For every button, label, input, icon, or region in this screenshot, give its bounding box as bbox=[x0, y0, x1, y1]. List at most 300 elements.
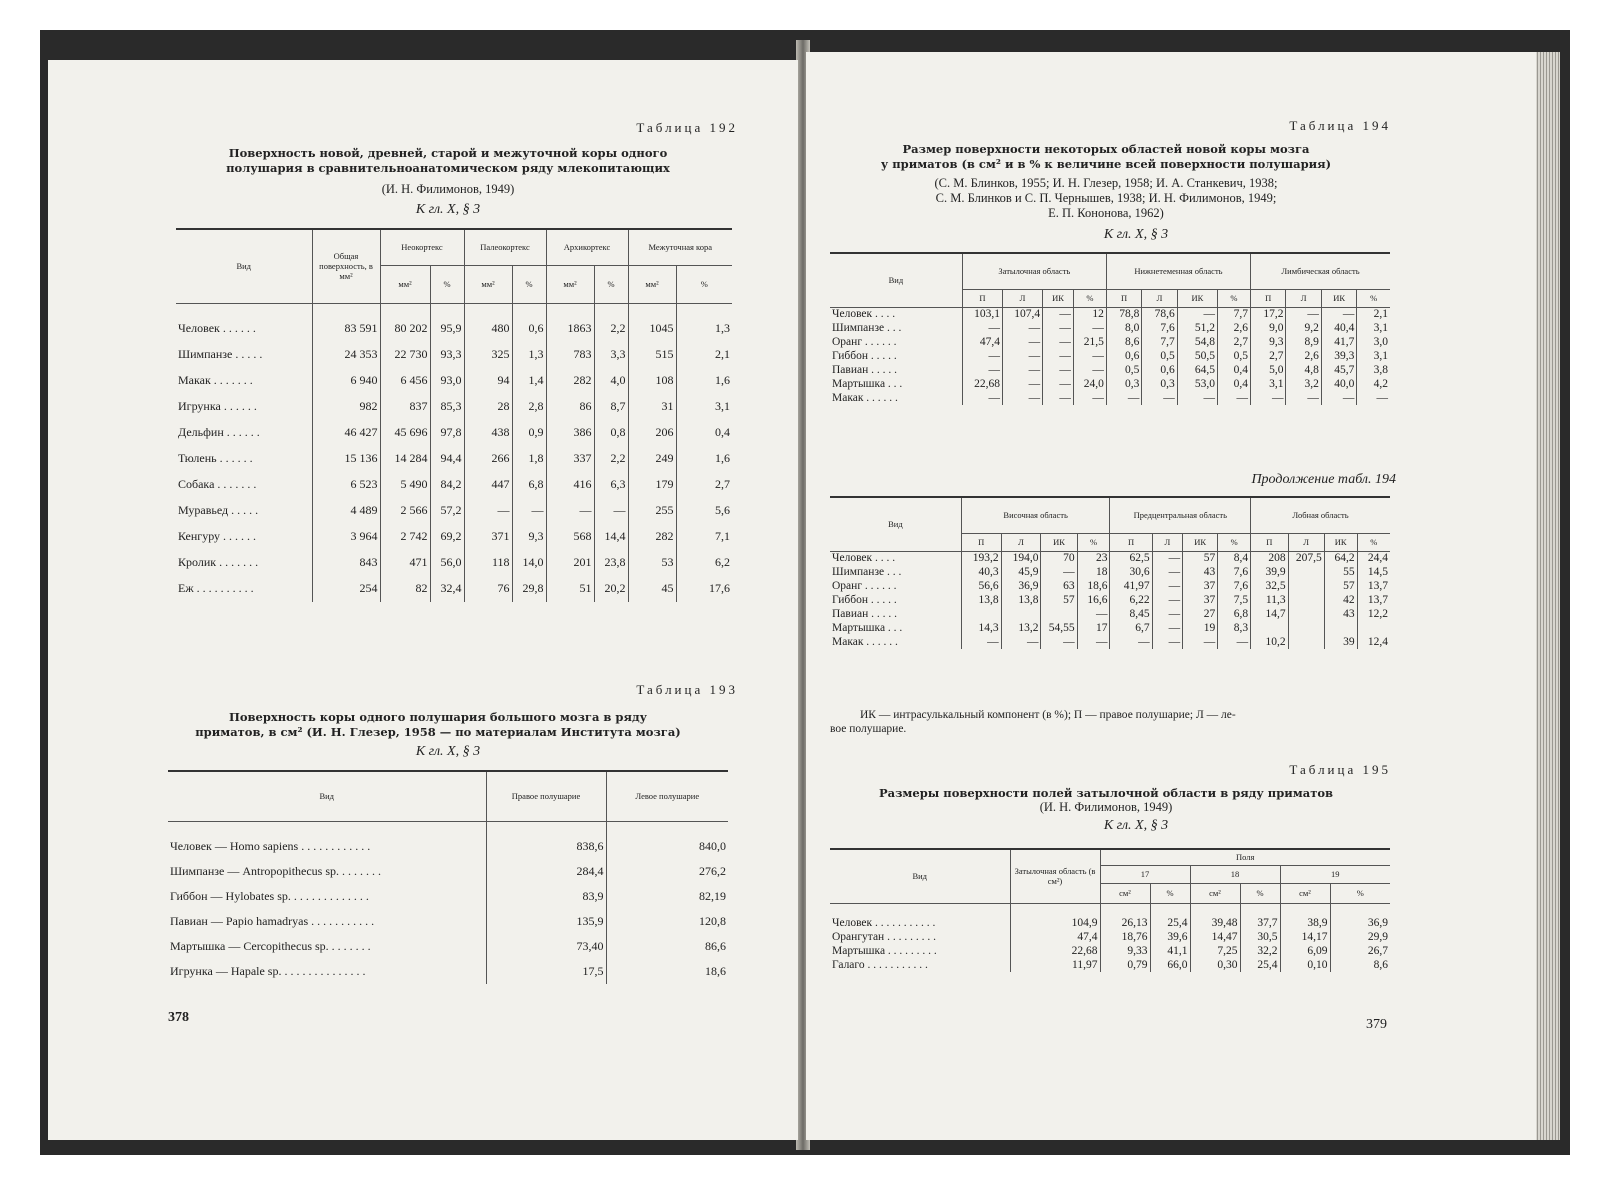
value-cell: 94,4 bbox=[430, 446, 464, 472]
species-cell: Макак . . . . . . . bbox=[178, 373, 253, 387]
value-cell: 0,5 bbox=[1106, 363, 1141, 377]
value-cell: 39,48 bbox=[1190, 916, 1240, 930]
value-cell: 41,7 bbox=[1321, 335, 1356, 349]
value-cell: 32,5 bbox=[1251, 579, 1289, 593]
value-cell: 8,7 bbox=[594, 394, 628, 420]
value-cell: 23 bbox=[1077, 551, 1110, 565]
value-cell: 57 bbox=[1041, 593, 1077, 607]
col-unit-pct: % bbox=[676, 265, 732, 303]
value-cell: 3 964 bbox=[312, 524, 380, 550]
value-cell: 2,1 bbox=[676, 342, 732, 368]
col-limbic: Лимбическая область bbox=[1251, 253, 1390, 289]
value-cell: 103,1 bbox=[962, 307, 1002, 321]
value-cell: 51,2 bbox=[1177, 321, 1217, 335]
value-cell: 3,3 bbox=[594, 342, 628, 368]
value-cell: 30,5 bbox=[1240, 930, 1280, 944]
value-cell: 386 bbox=[546, 420, 594, 446]
value-cell: 4,8 bbox=[1286, 363, 1321, 377]
value-cell: 13,8 bbox=[961, 593, 1001, 607]
table-row bbox=[830, 621, 1390, 635]
table-row bbox=[830, 349, 1390, 363]
species-cell: Еж . . . . . . . . . . bbox=[178, 581, 254, 595]
species-cell: Муравьед . . . . . bbox=[178, 503, 259, 517]
value-cell: 39,3 bbox=[1321, 349, 1356, 363]
value-cell: 43 bbox=[1183, 565, 1218, 579]
value-cell: 93,3 bbox=[430, 342, 464, 368]
value-cell: 83 591 bbox=[312, 316, 380, 342]
value-cell: — bbox=[1043, 377, 1074, 391]
value-cell: 783 bbox=[546, 342, 594, 368]
col-unit-cm2: см² bbox=[1100, 883, 1150, 903]
value-cell: — bbox=[1357, 391, 1390, 405]
value-cell: 45 696 bbox=[380, 420, 430, 446]
table-row bbox=[168, 909, 728, 934]
value-cell: 29,9 bbox=[1330, 930, 1390, 944]
col-precentral: Предцентральная область bbox=[1110, 497, 1251, 533]
value-cell bbox=[1288, 579, 1324, 593]
col-subheader: Л bbox=[1286, 289, 1321, 307]
value-cell: 36,9 bbox=[1001, 579, 1041, 593]
value-cell: 21,5 bbox=[1073, 335, 1106, 349]
value-cell: 0,5 bbox=[1142, 349, 1177, 363]
value-cell: 13,7 bbox=[1357, 593, 1390, 607]
col-unit-cm2: см² bbox=[1190, 883, 1240, 903]
col-unit-pct: % bbox=[594, 265, 628, 303]
table-row bbox=[830, 579, 1390, 593]
species-cell: Макак . . . . . . bbox=[832, 636, 898, 648]
value-cell: 37 bbox=[1183, 579, 1218, 593]
value-cell: 30,6 bbox=[1110, 565, 1152, 579]
col-fields: Поля bbox=[1100, 849, 1390, 865]
right-page bbox=[806, 52, 1536, 1140]
table-192-source: (И. Н. Филимонов, 1949) bbox=[381, 182, 515, 196]
value-cell: 95,9 bbox=[430, 316, 464, 342]
col-subheader: П bbox=[961, 533, 1001, 551]
value-cell: 282 bbox=[628, 524, 676, 550]
table-194-label: Таблица 194 bbox=[1289, 118, 1391, 133]
species-cell: Человек . . . . bbox=[832, 552, 896, 565]
value-cell: 54,8 bbox=[1177, 335, 1217, 349]
species-cell: Гиббон — Hylobates sp. . . . . . . . . . . . . . bbox=[170, 888, 369, 903]
value-cell: 14,4 bbox=[594, 524, 628, 550]
value-cell: 18,6 bbox=[1077, 579, 1110, 593]
value-cell: 22,68 bbox=[1010, 944, 1100, 958]
species-cell: Шимпанзе . . . bbox=[832, 322, 902, 334]
value-cell: 32,2 bbox=[1240, 944, 1280, 958]
table-row bbox=[168, 934, 728, 959]
value-cell: 284,4 bbox=[486, 859, 606, 884]
value-cell: 8,3 bbox=[1218, 621, 1251, 635]
value-cell: — bbox=[1002, 321, 1042, 335]
value-cell: 2,2 bbox=[594, 316, 628, 342]
col-right-hemisphere: Правое полушарие bbox=[486, 771, 606, 821]
value-cell bbox=[1324, 621, 1357, 635]
value-cell: 57 bbox=[1183, 551, 1218, 565]
col-species: Вид bbox=[176, 229, 312, 303]
page-edges bbox=[1532, 52, 1560, 1140]
table-195-ref: К гл. X, § 3 bbox=[1103, 818, 1169, 833]
value-cell: 0,6 bbox=[1142, 363, 1177, 377]
value-cell bbox=[1001, 607, 1041, 621]
page-number: 378 bbox=[168, 1010, 189, 1025]
col-archi: Архикортекс bbox=[546, 229, 628, 265]
value-cell: — bbox=[1286, 391, 1321, 405]
value-cell: 0,4 bbox=[676, 420, 732, 446]
value-cell: — bbox=[1077, 607, 1110, 621]
value-cell: 14,5 bbox=[1357, 565, 1390, 579]
table-row bbox=[830, 377, 1390, 391]
value-cell: — bbox=[1001, 635, 1041, 649]
species-cell: Дельфин . . . . . . bbox=[178, 425, 260, 439]
value-cell: 41,1 bbox=[1150, 944, 1190, 958]
value-cell: 63 bbox=[1041, 579, 1077, 593]
species-cell: Мартышка . . . bbox=[832, 378, 903, 390]
table-row bbox=[176, 446, 732, 472]
value-cell: 53 bbox=[628, 550, 676, 576]
species-cell: Мартышка . . . bbox=[832, 622, 903, 634]
col-unit-mm2: мм² bbox=[546, 265, 594, 303]
value-cell: 93,0 bbox=[430, 368, 464, 394]
species-cell: Человек . . . . . . . . . . . bbox=[832, 916, 936, 929]
value-cell: — bbox=[1002, 377, 1042, 391]
value-cell: 12,4 bbox=[1357, 635, 1390, 649]
table-194-title: Размер поверхности некоторых областей новой коры мозга у приматов (в см² и в % к величине всей поверхности полушария) bbox=[880, 142, 1332, 171]
value-cell: 104,9 bbox=[1010, 916, 1100, 930]
value-cell: 1,3 bbox=[512, 342, 546, 368]
value-cell: 70 bbox=[1041, 551, 1077, 565]
value-cell: 1863 bbox=[546, 316, 594, 342]
col-inter: Межуточная кора bbox=[628, 229, 732, 265]
table-row bbox=[830, 363, 1390, 377]
value-cell: — bbox=[1041, 565, 1077, 579]
table-row bbox=[176, 524, 732, 550]
table-row bbox=[830, 307, 1390, 321]
species-cell: Гиббон . . . . . bbox=[832, 350, 897, 362]
value-cell: 0,6 bbox=[512, 316, 546, 342]
table-row bbox=[176, 420, 732, 446]
col-unit-pct: % bbox=[1150, 883, 1190, 903]
table-row bbox=[176, 342, 732, 368]
value-cell: — bbox=[1218, 635, 1251, 649]
value-cell: 22,68 bbox=[962, 377, 1002, 391]
value-cell: 416 bbox=[546, 472, 594, 498]
value-cell: 6,7 bbox=[1110, 621, 1152, 635]
value-cell: — bbox=[1177, 391, 1217, 405]
value-cell: 0,3 bbox=[1106, 377, 1141, 391]
value-cell: 78,6 bbox=[1142, 307, 1177, 321]
value-cell: — bbox=[1002, 335, 1042, 349]
value-cell: 97,8 bbox=[430, 420, 464, 446]
value-cell: 1,8 bbox=[512, 446, 546, 472]
value-cell: 1,6 bbox=[676, 446, 732, 472]
value-cell: 0,8 bbox=[594, 420, 628, 446]
value-cell: — bbox=[1152, 607, 1182, 621]
value-cell: 47,4 bbox=[962, 335, 1002, 349]
value-cell: — bbox=[1152, 635, 1182, 649]
value-cell: 6,09 bbox=[1280, 944, 1330, 958]
value-cell: — bbox=[1183, 635, 1218, 649]
species-cell: Павиан . . . . . bbox=[832, 608, 898, 620]
value-cell: 2,7 bbox=[676, 472, 732, 498]
col-unit-pct: % bbox=[430, 265, 464, 303]
value-cell: 2,8 bbox=[512, 394, 546, 420]
value-cell: 85,3 bbox=[430, 394, 464, 420]
value-cell: 325 bbox=[464, 342, 512, 368]
table-row bbox=[168, 959, 728, 984]
value-cell: — bbox=[1142, 391, 1177, 405]
value-cell: 8,9 bbox=[1286, 335, 1321, 349]
value-cell: 7,6 bbox=[1142, 321, 1177, 335]
value-cell: 4 489 bbox=[312, 498, 380, 524]
value-cell: 3,1 bbox=[1357, 349, 1390, 363]
species-cell: Шимпанзе . . . . . bbox=[178, 347, 263, 361]
value-cell: — bbox=[1286, 307, 1321, 321]
value-cell: 194,0 bbox=[1001, 551, 1041, 565]
col-subheader: П bbox=[962, 289, 1002, 307]
value-cell: 282 bbox=[546, 368, 594, 394]
col-total: Общая поверхность, в мм² bbox=[312, 229, 380, 303]
value-cell: 45 bbox=[628, 576, 676, 602]
value-cell: 46 427 bbox=[312, 420, 380, 446]
species-cell: Человек . . . . bbox=[832, 308, 896, 321]
value-cell: 266 bbox=[464, 446, 512, 472]
table-193-ref: К гл. X, § 3 bbox=[415, 744, 481, 759]
value-cell: 19 bbox=[1183, 621, 1218, 635]
value-cell: 39,6 bbox=[1150, 930, 1190, 944]
value-cell: 64,5 bbox=[1177, 363, 1217, 377]
table-193-title: Поверхность коры одного полушария большого мозга в ряду приматов, в см² (И. Н. Глезер, 1958 — по материалам Института мозга) bbox=[195, 710, 681, 739]
value-cell: 135,9 bbox=[486, 909, 606, 934]
col-subheader: ИК bbox=[1041, 533, 1077, 551]
col-subheader: П bbox=[1251, 289, 1286, 307]
value-cell: — bbox=[962, 391, 1002, 405]
col-subheader: % bbox=[1217, 289, 1250, 307]
col-subheader: ИК bbox=[1321, 289, 1356, 307]
value-cell: 82,19 bbox=[606, 884, 728, 909]
table-row bbox=[168, 884, 728, 909]
table-row bbox=[176, 472, 732, 498]
value-cell: 8,45 bbox=[1110, 607, 1152, 621]
species-cell: Оранг . . . . . . bbox=[832, 580, 897, 592]
value-cell: 40,4 bbox=[1321, 321, 1356, 335]
col-subheader: Л bbox=[1142, 289, 1177, 307]
value-cell: 7,7 bbox=[1217, 307, 1250, 321]
value-cell: 208 bbox=[1251, 551, 1289, 565]
value-cell: 5,6 bbox=[676, 498, 732, 524]
table-195-title: Размеры поверхности полей затылочной области в ряду приматов bbox=[878, 786, 1333, 800]
value-cell: 0,4 bbox=[1217, 377, 1250, 391]
value-cell: — bbox=[1152, 621, 1182, 635]
value-cell: 94 bbox=[464, 368, 512, 394]
value-cell: 0,5 bbox=[1217, 349, 1250, 363]
value-cell: 51 bbox=[546, 576, 594, 602]
value-cell: — bbox=[1251, 391, 1286, 405]
value-cell: 6 523 bbox=[312, 472, 380, 498]
value-cell: 471 bbox=[380, 550, 430, 576]
value-cell: 27 bbox=[1183, 607, 1218, 621]
value-cell bbox=[1288, 593, 1324, 607]
value-cell: 14,47 bbox=[1190, 930, 1240, 944]
table-row bbox=[168, 859, 728, 884]
col-species: Вид bbox=[830, 849, 1010, 903]
col-occipital: Затылочная область bbox=[962, 253, 1106, 289]
value-cell: — bbox=[1073, 391, 1106, 405]
value-cell: 254 bbox=[312, 576, 380, 602]
value-cell: 515 bbox=[628, 342, 676, 368]
value-cell: 25,4 bbox=[1240, 958, 1280, 972]
col-subheader: % bbox=[1073, 289, 1106, 307]
table-192-label: Таблица 192 bbox=[636, 120, 738, 135]
table-195-label: Таблица 195 bbox=[1289, 762, 1391, 777]
value-cell: 207,5 bbox=[1288, 551, 1324, 565]
value-cell: 13,2 bbox=[1001, 621, 1041, 635]
value-cell: — bbox=[1043, 335, 1074, 349]
value-cell: 6,3 bbox=[594, 472, 628, 498]
value-cell: 0,79 bbox=[1100, 958, 1150, 972]
table-row bbox=[830, 607, 1390, 621]
value-cell: 120,8 bbox=[606, 909, 728, 934]
value-cell: 118 bbox=[464, 550, 512, 576]
value-cell: 17,2 bbox=[1251, 307, 1286, 321]
value-cell: 17,6 bbox=[676, 576, 732, 602]
value-cell: 8,6 bbox=[1106, 335, 1141, 349]
table-193 bbox=[168, 770, 728, 984]
value-cell: 47,4 bbox=[1010, 930, 1100, 944]
value-cell: 2 566 bbox=[380, 498, 430, 524]
value-cell: — bbox=[512, 498, 546, 524]
value-cell: 78,8 bbox=[1106, 307, 1141, 321]
value-cell: 249 bbox=[628, 446, 676, 472]
left-page bbox=[48, 60, 798, 1140]
col-unit-pct: % bbox=[1330, 883, 1390, 903]
col-subheader: Л bbox=[1288, 533, 1324, 551]
value-cell: 7,6 bbox=[1218, 565, 1251, 579]
species-cell: Человек . . . . . . bbox=[178, 321, 256, 335]
col-subheader: % bbox=[1357, 289, 1390, 307]
col-unit-pct: % bbox=[512, 265, 546, 303]
value-cell: 6,22 bbox=[1110, 593, 1152, 607]
value-cell: 2,1 bbox=[1357, 307, 1390, 321]
value-cell: 56,0 bbox=[430, 550, 464, 576]
value-cell: 40,0 bbox=[1321, 377, 1356, 391]
value-cell: 13,8 bbox=[1001, 593, 1041, 607]
value-cell: 50,5 bbox=[1177, 349, 1217, 363]
value-cell: 7,7 bbox=[1142, 335, 1177, 349]
value-cell: 42 bbox=[1324, 593, 1357, 607]
value-cell: 86 bbox=[546, 394, 594, 420]
col-subheader: % bbox=[1357, 533, 1390, 551]
table-194-continuation: Продолжение табл. 194 bbox=[1251, 472, 1396, 487]
col-subheader: ИК bbox=[1177, 289, 1217, 307]
value-cell: 2,6 bbox=[1286, 349, 1321, 363]
value-cell: 3,2 bbox=[1286, 377, 1321, 391]
value-cell bbox=[1357, 621, 1390, 635]
value-cell: 41,97 bbox=[1110, 579, 1152, 593]
col-unit-mm2: мм² bbox=[380, 265, 430, 303]
value-cell: 1045 bbox=[628, 316, 676, 342]
col-subheader: % bbox=[1077, 533, 1110, 551]
value-cell: 13,7 bbox=[1357, 579, 1390, 593]
col-occipital-area: Затылочная область (в см²) bbox=[1010, 849, 1100, 903]
value-cell: 39 bbox=[1324, 635, 1357, 649]
value-cell: 54,55 bbox=[1041, 621, 1077, 635]
value-cell: — bbox=[1002, 349, 1042, 363]
value-cell: 11,97 bbox=[1010, 958, 1100, 972]
value-cell: 18,76 bbox=[1100, 930, 1150, 944]
value-cell: 18 bbox=[1077, 565, 1110, 579]
value-cell: 837 bbox=[380, 394, 430, 420]
value-cell: 64,2 bbox=[1324, 551, 1357, 565]
value-cell: 83,9 bbox=[486, 884, 606, 909]
value-cell: 843 bbox=[312, 550, 380, 576]
table-row bbox=[830, 565, 1390, 579]
table-194-part2 bbox=[830, 496, 1390, 649]
value-cell: 7,5 bbox=[1218, 593, 1251, 607]
value-cell: 0,10 bbox=[1280, 958, 1330, 972]
value-cell: 9,0 bbox=[1251, 321, 1286, 335]
value-cell: 9,3 bbox=[512, 524, 546, 550]
table-row bbox=[830, 958, 1390, 972]
value-cell: 62,5 bbox=[1110, 551, 1152, 565]
species-cell: Галаго . . . . . . . . . . . bbox=[832, 958, 928, 971]
value-cell: — bbox=[1002, 363, 1042, 377]
value-cell: 5 490 bbox=[380, 472, 430, 498]
value-cell: 29,8 bbox=[512, 576, 546, 602]
value-cell: 23,8 bbox=[594, 550, 628, 576]
value-cell: 0,30 bbox=[1190, 958, 1240, 972]
value-cell: 69,2 bbox=[430, 524, 464, 550]
value-cell: 37,7 bbox=[1240, 916, 1280, 930]
value-cell: 480 bbox=[464, 316, 512, 342]
value-cell: 1,3 bbox=[676, 316, 732, 342]
value-cell: 1,4 bbox=[512, 368, 546, 394]
value-cell: — bbox=[962, 363, 1002, 377]
table-195 bbox=[830, 848, 1390, 972]
value-cell: 6 940 bbox=[312, 368, 380, 394]
value-cell: 179 bbox=[628, 472, 676, 498]
value-cell: 9,2 bbox=[1286, 321, 1321, 335]
value-cell bbox=[961, 607, 1001, 621]
value-cell: 82 bbox=[380, 576, 430, 602]
value-cell: 10,2 bbox=[1251, 635, 1289, 649]
value-cell: 9,33 bbox=[1100, 944, 1150, 958]
value-cell: — bbox=[1073, 321, 1106, 335]
value-cell: 6,8 bbox=[1218, 607, 1251, 621]
value-cell: 39,9 bbox=[1251, 565, 1289, 579]
value-cell: 447 bbox=[464, 472, 512, 498]
value-cell: 5,0 bbox=[1251, 363, 1286, 377]
value-cell: — bbox=[1043, 307, 1074, 321]
col-subheader: ИК bbox=[1324, 533, 1357, 551]
species-cell: Шимпанзе . . . bbox=[832, 566, 902, 578]
value-cell: 201 bbox=[546, 550, 594, 576]
table-row bbox=[830, 635, 1390, 649]
col-subheader: П bbox=[1251, 533, 1289, 551]
value-cell: 53,0 bbox=[1177, 377, 1217, 391]
value-cell: 37 bbox=[1183, 593, 1218, 607]
col-subheader: Л bbox=[1001, 533, 1041, 551]
value-cell: 2 742 bbox=[380, 524, 430, 550]
value-cell: 371 bbox=[464, 524, 512, 550]
value-cell: 2,6 bbox=[1217, 321, 1250, 335]
table-195-source: (И. Н. Филимонов, 1949) bbox=[1039, 800, 1173, 814]
value-cell: 193,2 bbox=[961, 551, 1001, 565]
value-cell: — bbox=[1073, 363, 1106, 377]
table-192 bbox=[176, 228, 732, 602]
value-cell: — bbox=[1152, 579, 1182, 593]
table-194-note: ИК — интрасулькальный компонент (в %); П — правое полушарие; Л — ле- вое полушарие. bbox=[830, 709, 1236, 735]
value-cell: — bbox=[1073, 349, 1106, 363]
